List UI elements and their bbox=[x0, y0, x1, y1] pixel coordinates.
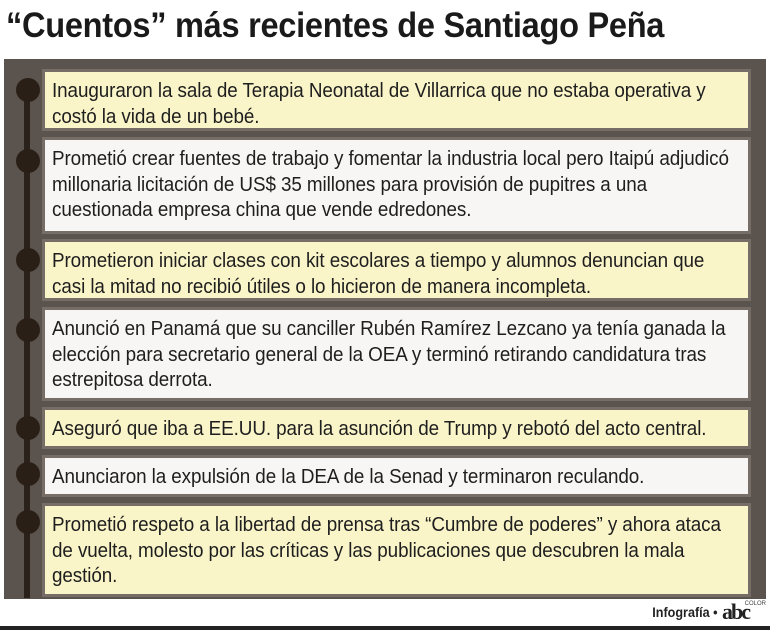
bottom-border bbox=[0, 626, 770, 630]
list-item bbox=[42, 239, 751, 301]
list-item bbox=[42, 455, 751, 497]
page-title: “Cuentos” más recientes de Santiago Peña bbox=[6, 6, 665, 45]
item-text: Anunció en Panamá que su canciller Rubén Ramírez Lezcano ya tenía ganada la elección para secretario general de la OEA y terminó retirando candidatura tras estrepitosa derrota. bbox=[52, 317, 726, 392]
bullet-icon bbox=[16, 510, 40, 534]
abc-logo: abc bbox=[722, 599, 749, 624]
bullet-icon bbox=[16, 416, 40, 440]
credit-label: Infografía bbox=[652, 604, 711, 620]
bullet-icon bbox=[16, 318, 40, 342]
list-item bbox=[42, 137, 751, 234]
credit-separator: • bbox=[713, 604, 718, 620]
bullet-icon bbox=[16, 248, 40, 272]
list-item bbox=[42, 69, 751, 131]
list-item bbox=[42, 307, 751, 401]
item-text: Anunciaron la expulsión de la DEA de la Senad y terminaron reculando. bbox=[52, 465, 645, 488]
item-text: Prometió crear fuentes de trabajo y fomentar la industria local pero Itaipú adjudicó millonaria licitación de US$ 35 millones para provisión de pupitres a una cuestionada empresa china que vende edredones. bbox=[52, 147, 729, 222]
list-item bbox=[42, 407, 751, 449]
bullet-icon bbox=[16, 78, 40, 102]
abc-logo-color-label: COLOR bbox=[744, 601, 766, 607]
item-text: Inauguraron la sala de Terapia Neonatal de Villarrica que no estaba operativa y costó la vida de un bebé. bbox=[52, 79, 706, 128]
list-item bbox=[42, 503, 751, 597]
bullet-icon bbox=[16, 149, 40, 173]
bullet-icon bbox=[16, 462, 40, 486]
infographic-credit bbox=[653, 604, 718, 620]
item-text: Prometió respeto a la libertad de prensa tras “Cumbre de poderes” y ahora ataca de vuelta, molesto por las críticas y las publicaciones que descubren la mala gestión. bbox=[52, 513, 721, 588]
item-text: Aseguró que iba a EE.UU. para la asunción de Trump y rebotó del acto central. bbox=[52, 417, 707, 440]
item-text: Prometieron iniciar clases con kit escolares a tiempo y alumnos denuncian que casi la mitad no recibió útiles o lo hicieron de manera incompleta. bbox=[52, 249, 705, 298]
